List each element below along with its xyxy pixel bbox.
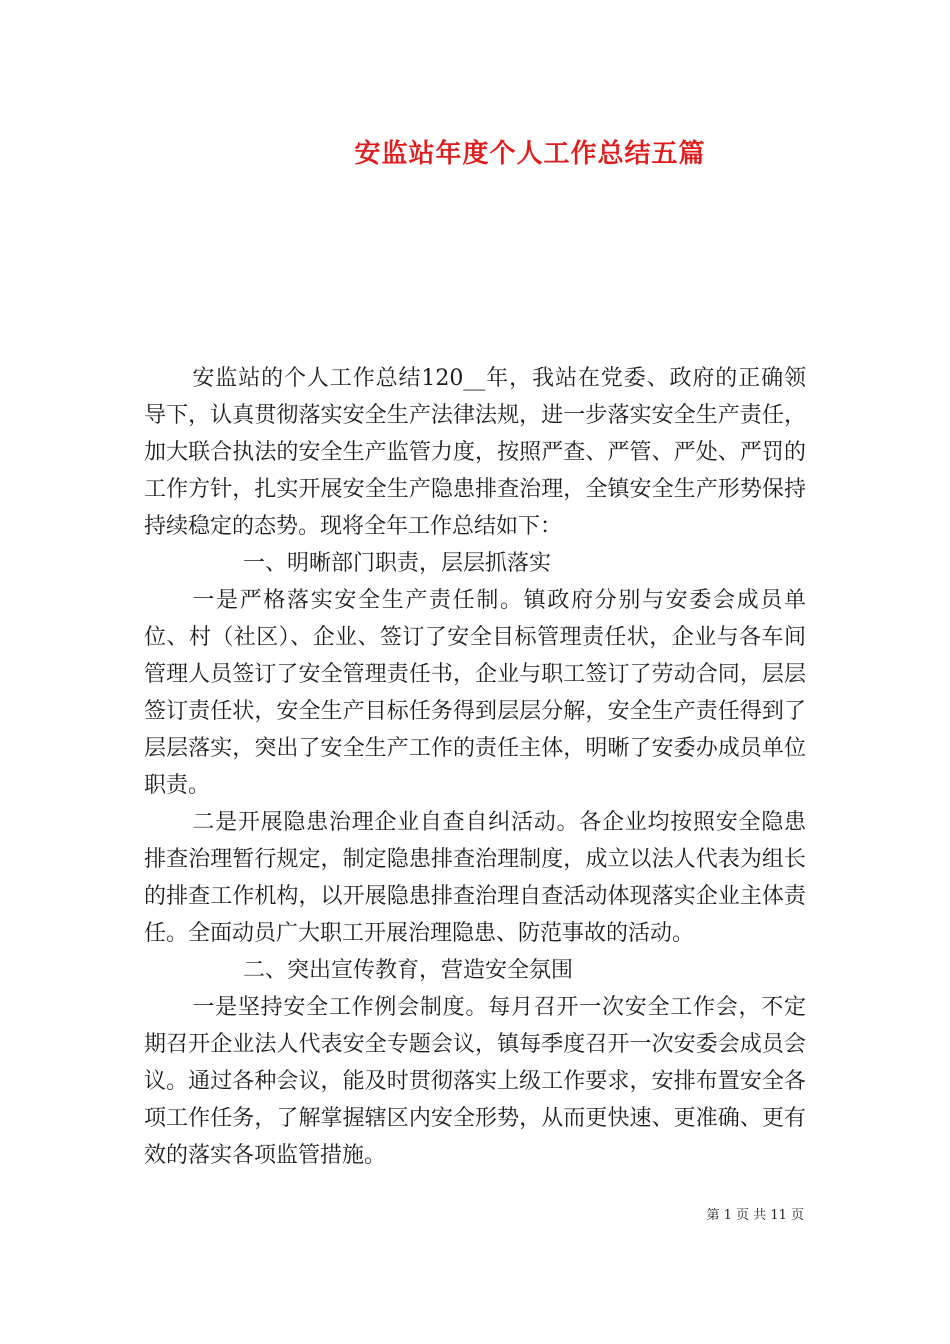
section-heading: 二、突出宣传教育，营造安全氛围 <box>243 958 574 983</box>
document-title: 安监站年度个人工作总结五篇 <box>354 139 706 169</box>
document-body <box>144 360 806 1174</box>
section-heading: 一、明晰部门职责，层层抓落实 <box>243 551 552 576</box>
paragraph: 安监站的个人工作总结120__年，我站在党委、政府的正确领导下，认真贯彻落实安全生产法律法规，进一步落实安全生产责任，加大联合执法的安全生产监管力度，按照严查、严管、严处、严罚的工作方针，扎实开展安全生产隐患排查治理，全镇安全生产形势保持持续稳定的态势。现将全年工作总结如下： <box>144 366 806 539</box>
paragraph: 二是开展隐患治理企业自查自纠活动。各企业均按照安全隐患排查治理暂行规定，制定隐患排查治理制度，成立以法人代表为组长的排查工作机构，以开展隐患排查治理自查活动体现落实企业主体责任。全面动员广大职工开展治理隐患、防范事故的活动。 <box>144 810 806 946</box>
paragraph: 一是坚持安全工作例会制度。每月召开一次安全工作会，不定期召开企业法人代表安全专题会议，镇每季度召开一次安委会成员会议。通过各种会议，能及时贯彻落实上级工作要求，安排布置安全各项工作任务，了解掌握辖区内安全形势，从而更快速、更准确、更有效的落实各项监管措施。 <box>144 995 806 1168</box>
paragraph: 一是严格落实安全生产责任制。镇政府分别与安委会成员单位、村（社区）、企业、签订了安全目标管理责任状，企业与各车间管理人员签订了安全管理责任书，企业与职工签订了劳动合同，层层签订责任状，安全生产目标任务得到层层分解，安全生产责任得到了层层落实，突出了安全生产工作的责任主体，明晰了安委办成员单位职责。 <box>144 588 806 798</box>
page-number-footer: 第 1 页 共 11 页 <box>706 1208 804 1223</box>
